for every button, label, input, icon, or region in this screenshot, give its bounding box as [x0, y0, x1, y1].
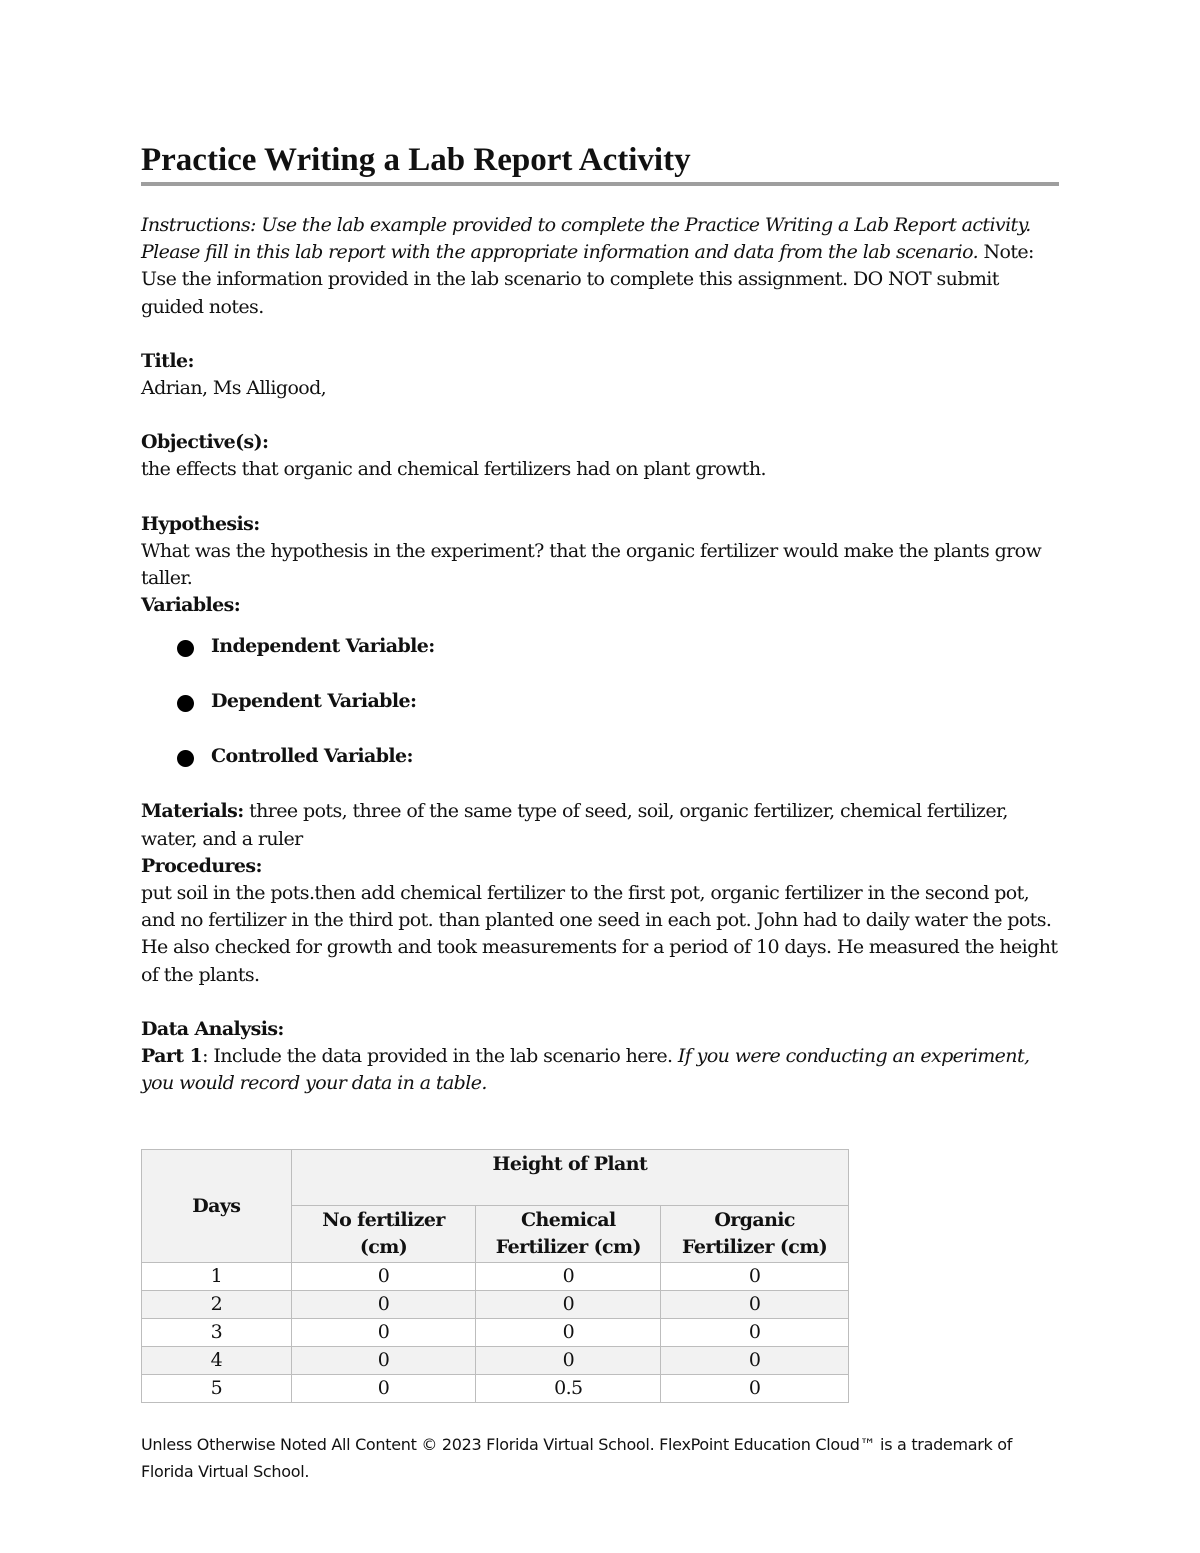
materials-label: Materials:: [141, 800, 244, 823]
data-analysis-section: [141, 1016, 1059, 1098]
materials-section: [141, 798, 1059, 988]
title-value: Adrian, Ms Alligood,: [141, 377, 327, 400]
table-cell: 0: [476, 1319, 661, 1347]
instructions-label: Instructions:: [141, 214, 256, 236]
no-fertilizer-header: No fertilizer (cm): [291, 1206, 476, 1263]
part-1-label: Part 1: [141, 1045, 203, 1068]
table-row: [142, 1319, 849, 1347]
part-1-text: : Include the data provided in the lab scenario here.: [202, 1045, 678, 1068]
part-1-italic: If you were conducting an experiment, you would record your data in a table.: [141, 1045, 1030, 1095]
height-of-plant-header: Height of Plant: [291, 1150, 848, 1206]
table-cell: 4: [142, 1347, 292, 1375]
table-cell: 3: [142, 1319, 292, 1347]
independent-variable-label: Independent Variable:: [211, 635, 435, 658]
table-cell: 0: [661, 1347, 849, 1375]
page-title: Practice Writing a Lab Report Activity: [141, 140, 1059, 186]
instructions-italic-text: Use the lab example provided to complete the Practice Writing a Lab Report activity. Please fill in this lab report with the appropriate information and data from the lab scenario.: [141, 214, 1031, 264]
dependent-variable-label: Dependent Variable:: [211, 690, 417, 713]
objectives-section: [141, 429, 1059, 483]
table-cell: 0: [476, 1347, 661, 1375]
table-cell: 0: [661, 1263, 849, 1291]
variables-label: Variables:: [141, 594, 241, 617]
lab-report-page: [141, 140, 1059, 1403]
plant-height-table: [141, 1149, 849, 1403]
organic-fertilizer-header: Organic Fertilizer (cm): [661, 1206, 849, 1263]
table-cell: 5: [142, 1375, 292, 1403]
hypothesis-label: Hypothesis:: [141, 512, 260, 535]
hypothesis-section: [141, 511, 1059, 620]
table-row: [142, 1291, 849, 1319]
table-cell: 0: [291, 1347, 476, 1375]
table-cell: 0: [476, 1263, 661, 1291]
table-cell: 0: [291, 1291, 476, 1319]
controlled-variable-label: Controlled Variable:: [211, 745, 413, 768]
procedures-label: Procedures:: [141, 854, 262, 877]
bullet-icon: [177, 750, 194, 767]
list-item: [177, 633, 1059, 660]
table-row: [142, 1375, 849, 1403]
table-row: [142, 1347, 849, 1375]
table-cell: 0: [661, 1375, 849, 1403]
table-cell: 0: [291, 1263, 476, 1291]
bullet-icon: [177, 640, 194, 657]
title-label: Title:: [141, 349, 194, 372]
list-item: [177, 743, 1059, 770]
table-cell: 0.5: [476, 1375, 661, 1403]
table-cell: 0: [661, 1319, 849, 1347]
materials-paragraph: [141, 798, 1059, 852]
table-cell: 0: [661, 1291, 849, 1319]
materials-value: three pots, three of the same type of seed, soil, organic fertilizer, chemical fertilizer, water, and a ruler: [141, 800, 1008, 850]
objectives-label: Objective(s):: [141, 431, 269, 454]
part-1-paragraph: [141, 1043, 1059, 1097]
procedures-value: put soil in the pots.then add chemical fertilizer to the first pot, organic fertilizer in the second pot, and no fertilizer in the third pot. than planted one seed in each pot. John had to daily water the pots. He also checked for growth and took measurements for a period of 10 days. He measured the height of the plants.: [141, 882, 1058, 986]
table-cell: 1: [142, 1263, 292, 1291]
days-header: Days: [142, 1150, 292, 1263]
hypothesis-value: What was the hypothesis in the experiment? that the organic fertilizer would make the plants grow taller.: [141, 539, 1042, 590]
bullet-icon: [177, 695, 194, 712]
title-section: [141, 348, 1059, 402]
instructions-note: Note: Use the information provided in the lab scenario to complete this assignment. DO NOT submit guided notes.: [141, 241, 1034, 318]
variables-list: [141, 633, 1059, 770]
chemical-fertilizer-header: Chemical Fertilizer (cm): [476, 1206, 661, 1263]
objectives-value: the effects that organic and chemical fertilizers had on plant growth.: [141, 458, 766, 481]
instructions-paragraph: [141, 212, 1059, 321]
table-cell: 0: [476, 1291, 661, 1319]
data-table-wrapper: [141, 1149, 849, 1403]
table-cell: 2: [142, 1291, 292, 1319]
list-item: [177, 688, 1059, 715]
table-cell: 0: [291, 1375, 476, 1403]
table-row: [142, 1263, 849, 1291]
table-cell: 0: [291, 1319, 476, 1347]
copyright-footer: Unless Otherwise Noted All Content © 2023 Florida Virtual School. FlexPoint Education Cloud™ is a trademark of Florida Virtual School.: [141, 1435, 1013, 1481]
data-analysis-label: Data Analysis:: [141, 1017, 284, 1040]
